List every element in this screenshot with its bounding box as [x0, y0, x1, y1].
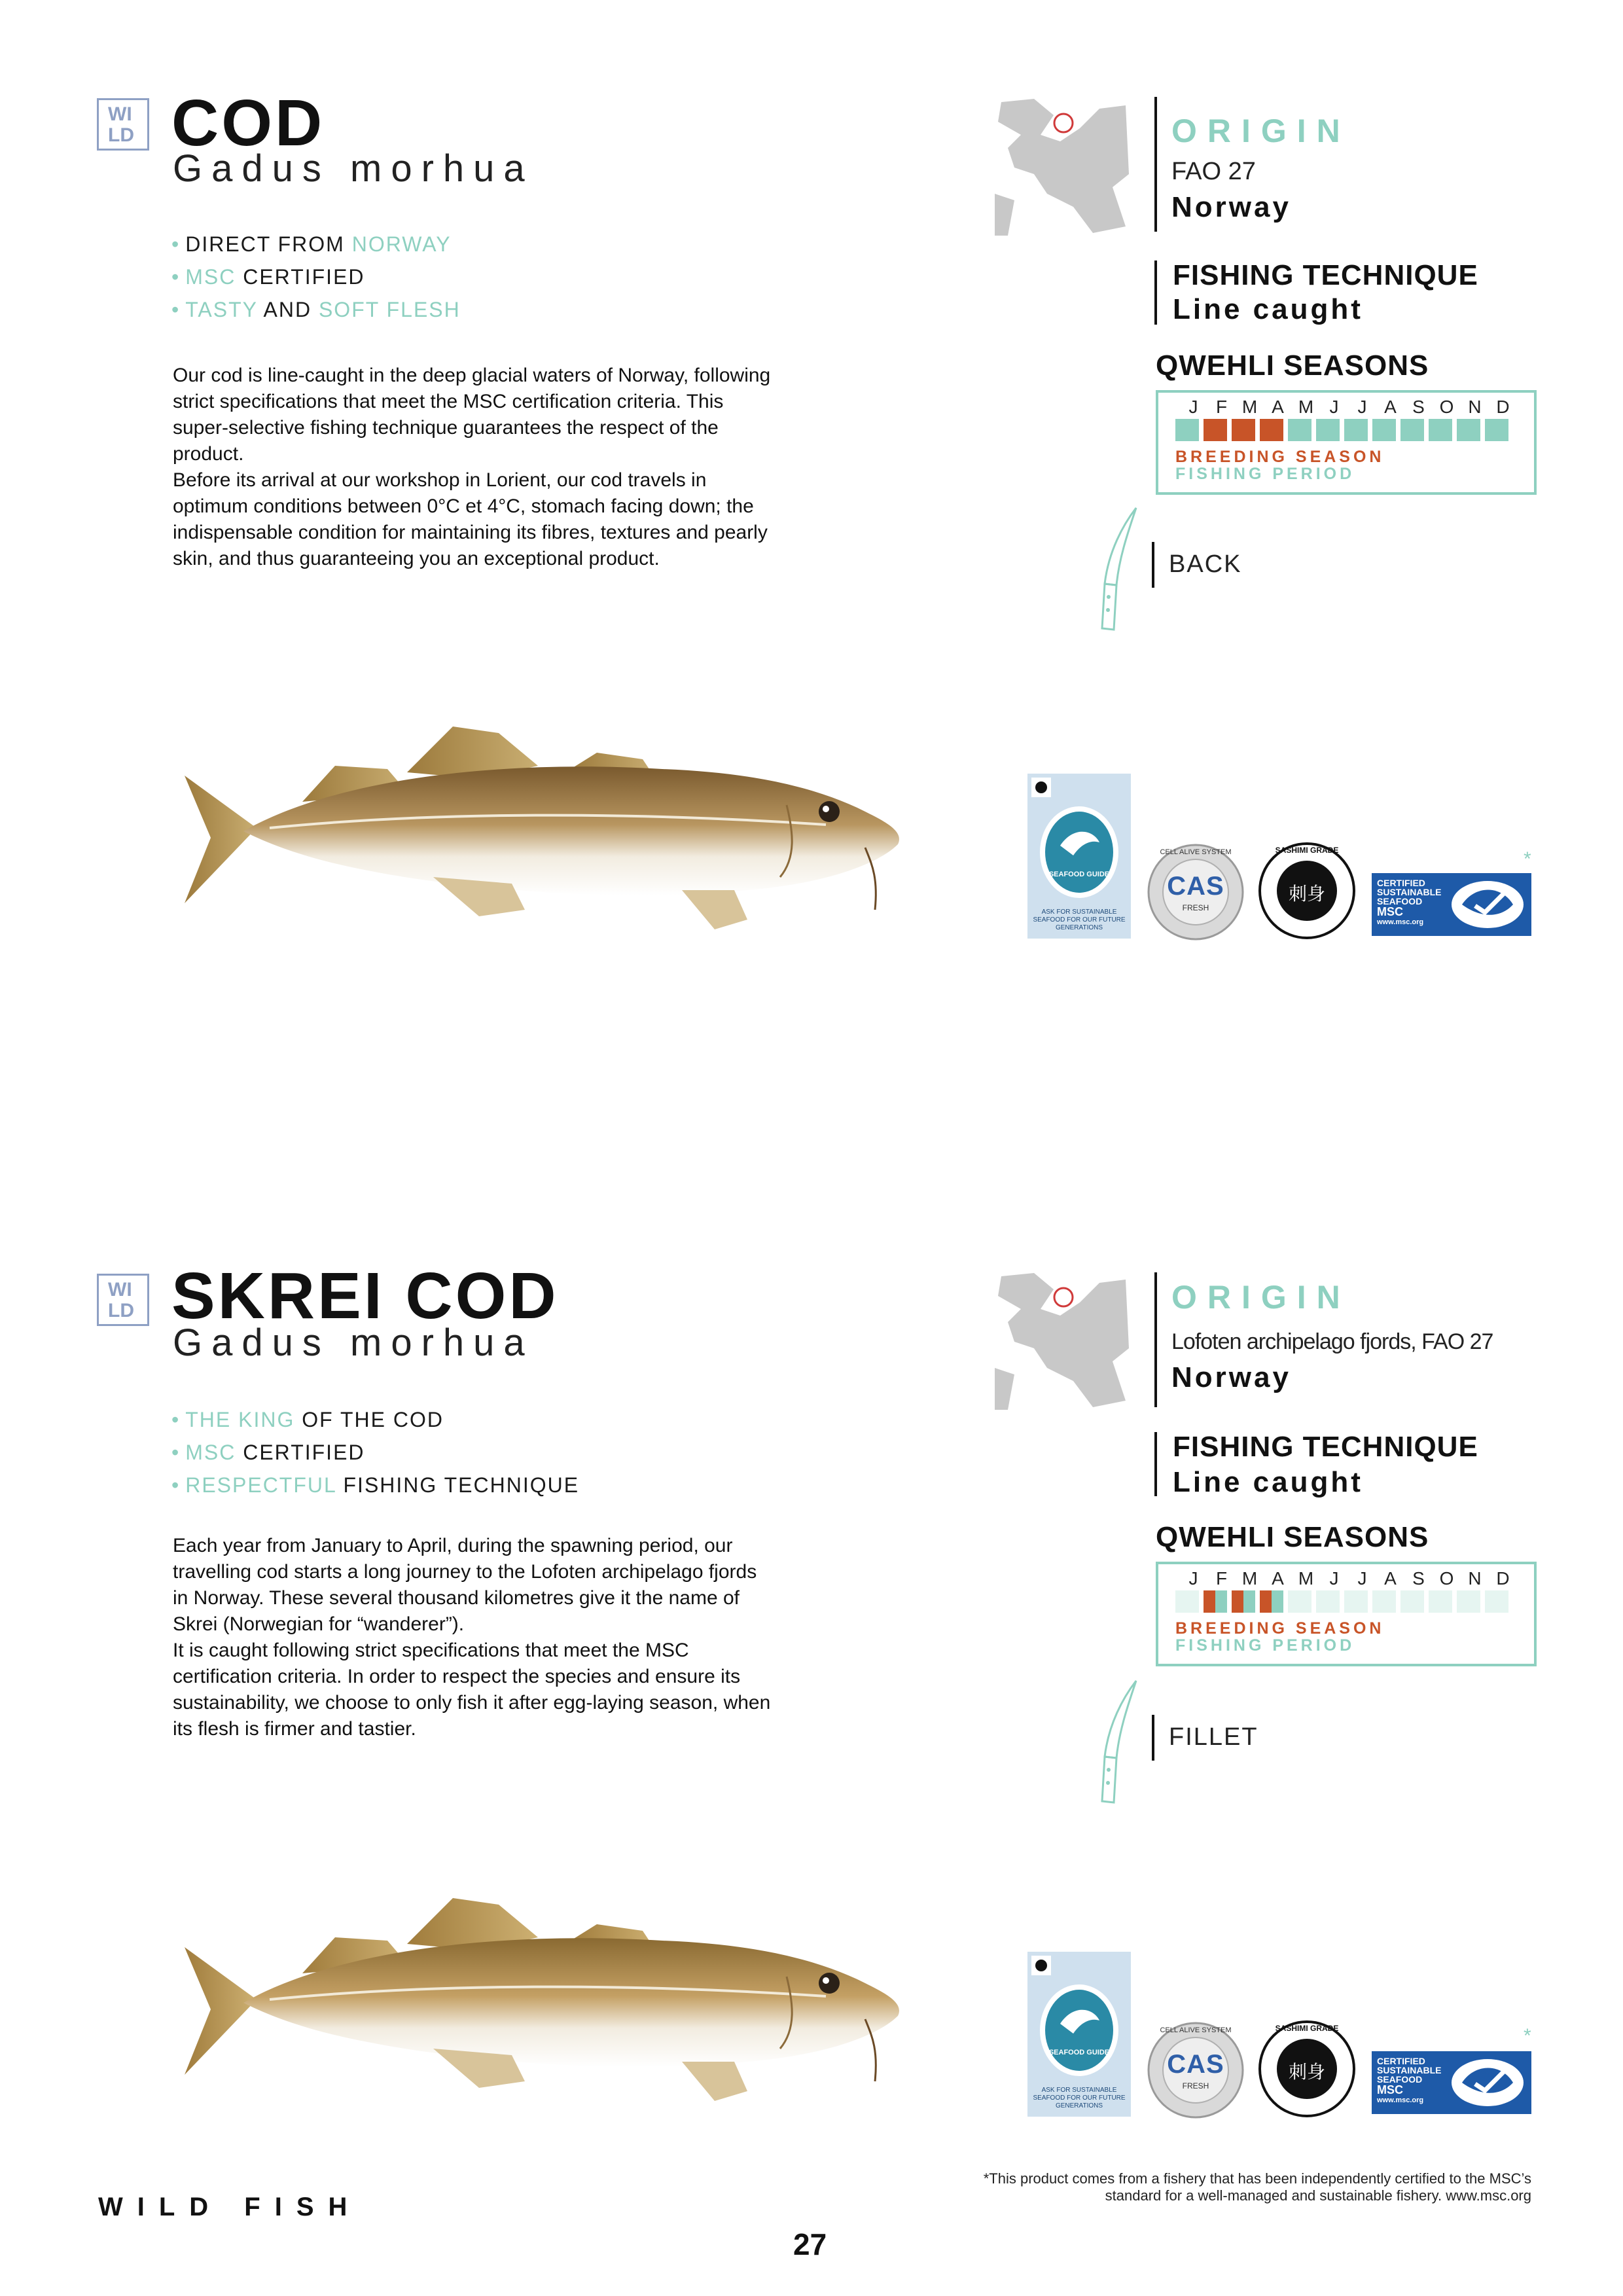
- season-cell-o-9: [1429, 1590, 1452, 1613]
- season-cell-n-10: [1457, 1590, 1480, 1613]
- season-cell-j-0: [1175, 419, 1199, 441]
- season-cell-f-1: [1204, 1590, 1227, 1613]
- season-cell-m-4: [1288, 419, 1311, 441]
- feature-item: • RESPECTFUL FISHING TECHNIQUE: [171, 1473, 580, 1497]
- fishing-legend: FISHING PERIOD: [1175, 465, 1355, 483]
- cut-divider: [1152, 542, 1154, 588]
- fishing-legend: FISHING PERIOD: [1175, 1636, 1355, 1655]
- season-calendar: [1156, 1562, 1537, 1666]
- msc-certified-logo: CERTIFIED SUSTAINABLE SEAFOOD MSC www.msc.org: [1372, 873, 1531, 936]
- wild-badge: WI LD: [97, 98, 149, 151]
- wwf-seafood-guide-logo: SEAFOOD GUIDE ASK FOR SUSTAINABLE SEAFOOD FOR OUR FUTURE GENERATIONS: [1027, 1952, 1131, 2117]
- season-cell-s-8: [1400, 1590, 1424, 1613]
- origin-country: Norway: [1171, 1361, 1291, 1393]
- cas-logo: CAS FRESH CELL ALIVE SYSTEM: [1147, 2021, 1245, 2119]
- latin-name: Gadus morhua: [173, 147, 534, 190]
- breeding-legend: BREEDING SEASON: [1175, 448, 1385, 466]
- season-cell-j-6: [1344, 1590, 1368, 1613]
- season-cell-d-11: [1485, 419, 1508, 441]
- origin-map: [995, 96, 1132, 236]
- season-cell-n-10: [1457, 419, 1480, 441]
- knife-icon: [1097, 505, 1143, 634]
- product-description: Each year from January to April, during the spawning period, our travelling cod starts a long journey to the Lofoten archipelago fjords in Norway. These several thousand kilometres give it the name of Skrei (Norwegian for “wanderer”). It is caught following strict specifications that meet the MSC certification criteria. In order to respect the species and ensure its sustainability, we choose to only fish it after egg-laying season, when its flesh is firmer and tastier.: [173, 1535, 771, 1740]
- origin-heading: ORIGIN: [1171, 1279, 1351, 1316]
- cod-fish-image: [171, 713, 911, 949]
- season-cell-d-11: [1485, 1590, 1508, 1613]
- sashimi-grade-logo: 刺身 SASHIMI GRADE: [1258, 842, 1356, 940]
- msc-certified-logo: CERTIFIED SUSTAINABLE SEAFOOD MSC www.msc.org: [1372, 2051, 1531, 2114]
- month-row: J F M A M J J A S O N D: [1188, 397, 1510, 417]
- origin-map: [995, 1270, 1132, 1410]
- seasons-heading: QWEHLI SEASONS: [1156, 1521, 1429, 1553]
- season-cell-m-2: [1232, 419, 1255, 441]
- origin-divider: [1154, 1272, 1157, 1407]
- season-cell-a-3: [1260, 1590, 1283, 1613]
- season-cell-j-6: [1344, 419, 1368, 441]
- technique-divider: [1154, 1432, 1157, 1496]
- feature-list: [171, 1403, 579, 1501]
- seasons-heading: QWEHLI SEASONS: [1156, 350, 1429, 382]
- season-cell-j-5: [1316, 419, 1340, 441]
- cut-label: BACK: [1169, 550, 1242, 578]
- latin-name: Gadus morhua: [173, 1321, 534, 1364]
- season-cell-j-0: [1175, 1590, 1199, 1613]
- feature-item: • MSC CERTIFIED: [171, 1441, 365, 1464]
- feature-item: • THE KING OF THE COD: [171, 1408, 444, 1431]
- origin-zone: FAO 27: [1171, 158, 1256, 185]
- feature-item: • DIRECT FROM NORWAY: [171, 232, 452, 256]
- season-cell-a-7: [1372, 1590, 1396, 1613]
- season-cell-m-2: [1232, 1590, 1255, 1613]
- season-cell-m-4: [1288, 1590, 1311, 1613]
- season-cell-j-5: [1316, 1590, 1340, 1613]
- technique-value: Line caught: [1173, 1466, 1363, 1498]
- wwf-seafood-guide-logo: SEAFOOD GUIDE ASK FOR SUSTAINABLE SEAFOOD FOR OUR FUTURE GENERATIONS: [1027, 774, 1131, 939]
- cut-label: FILLET: [1169, 1723, 1258, 1751]
- sashimi-grade-logo: 刺身 SASHIMI GRADE: [1258, 2020, 1356, 2118]
- msc-footnote: *This product comes from a fishery that has been independently certified to the MSC’s standard for a well-managed and sustainable fishery. www.msc.org: [983, 2170, 1531, 2204]
- knife-icon: [1097, 1678, 1143, 1806]
- technique-divider: [1154, 260, 1157, 325]
- technique-value: Line caught: [1173, 293, 1363, 325]
- breeding-legend: BREEDING SEASON: [1175, 1619, 1385, 1638]
- season-cell-o-9: [1429, 419, 1452, 441]
- feature-item: • MSC CERTIFIED: [171, 265, 365, 289]
- skrei-cod-fish-image: [171, 1885, 911, 2121]
- product-description: Our cod is line-caught in the deep glacial waters of Norway, following strict specifications that meet the MSC certification criteria. This super-selective fishing technique guarantees the respect of the product. Before its arrival at our workshop in Lorient, our cod travels in optimum conditions between 0°C et 4°C, stomach facing down; the indispensable condition for maintaining its fibres, textures and pearly skin, and thus guaranteeing you an exceptional product.: [173, 365, 771, 569]
- season-cell-f-1: [1204, 419, 1227, 441]
- season-cell-a-7: [1372, 419, 1396, 441]
- season-cell-s-8: [1400, 419, 1424, 441]
- season-cells: [1175, 1590, 1529, 1614]
- season-cells: [1175, 419, 1529, 442]
- product-title: SKREI COD: [171, 1259, 559, 1333]
- season-calendar: [1156, 390, 1537, 495]
- wild-badge: WI LD: [97, 1274, 149, 1326]
- origin-heading: ORIGIN: [1171, 113, 1351, 149]
- cas-logo: CAS FRESH CELL ALIVE SYSTEM: [1147, 843, 1245, 941]
- origin-country: Norway: [1171, 191, 1291, 223]
- technique-heading: FISHING TECHNIQUE: [1173, 1431, 1478, 1463]
- origin-zone: Lofoten archipelago fjords, FAO 27: [1171, 1329, 1493, 1354]
- origin-divider: [1154, 97, 1157, 232]
- cut-divider: [1152, 1715, 1154, 1761]
- section-footer-label: WILD FISH: [98, 2193, 362, 2221]
- product-title: COD: [171, 86, 325, 160]
- msc-asterisk: *: [1524, 2025, 1531, 2047]
- month-row: J F M A M J J A S O N D: [1188, 1568, 1510, 1588]
- feature-list: [171, 228, 461, 326]
- feature-item: • TASTY AND SOFT FLESH: [171, 298, 461, 321]
- season-cell-a-3: [1260, 419, 1283, 441]
- technique-heading: FISHING TECHNIQUE: [1173, 259, 1478, 291]
- msc-asterisk: *: [1524, 848, 1531, 870]
- page-number: 27: [793, 2227, 827, 2261]
